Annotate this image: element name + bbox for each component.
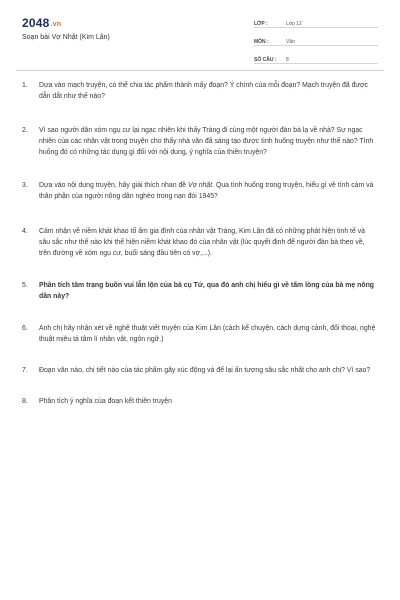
meta-label-count: SỐ CÂU : [254,57,277,63]
question-text-part: Dựa vào nội dung truyện, hãy giải thích nhan đề [39,182,189,189]
meta-label-class: LỚP : [254,21,268,27]
document-header [0,0,400,64]
question-text: Phân tích tâm trạng buồn vui lẫn lộn của bà cụ Tứ, qua đó anh chị hiểu gì về tấm lòng của bà mẹ nông dân này? [39,282,375,300]
question-text: Đoạn văn nào, chi tiết nào của tác phẩm gây xúc động và để lại ấn tượng sâu sắc nhất cho anh chị? Vì sao? [39,367,371,374]
document-title: Soạn bài Vợ Nhặt (Kim Lân) [22,34,110,41]
header-divider [16,70,384,71]
question-number: 4. [22,228,28,235]
question-list [22,80,378,407]
meta-value-class: Lớp 12 [286,21,302,27]
question-number: 8. [22,398,28,405]
question-item [22,226,378,259]
meta-value-subject: Văn [286,39,295,45]
meta-label-subject: MÔN : [254,39,269,45]
question-item [22,365,378,376]
site-logo[interactable] [22,16,61,30]
question-text: Vì sao người dân xóm ngụ cư lại ngạc nhiên khi thấy Tràng đi cùng một người đàn bà lạ về nhà? Sự ngạc nhiên của các nhân vật trong truyện cho thấy nhà văn đã sáng tạo được tình huống truyện như thế nào? Tình huống đó có những tác dụng gì đối với nội dung, ý nghĩa của thiên truyện? [39,127,374,156]
question-item [22,180,378,202]
question-number: 2. [22,127,28,134]
question-title-italic: Vợ nhặt [188,182,213,189]
question-item [22,323,378,345]
question-item [22,80,378,102]
question-item [22,125,378,158]
logo-suffix: .vn [50,21,62,28]
question-number: 3. [22,182,28,189]
meta-row-subject [254,32,378,46]
question-text: Cảm nhận về niềm khát khao tổ ấm gia đình của nhân vật Tràng, Kim Lân đã có những phát hiện tinh tế và sâu sắc như thế nào khi thể hiện niềm khát khao đó của nhân vật (lúc quyết định để người đàn bà theo về, trên đường về xóm ngụ cư, buổi sáng đầu tiên có vợ,...). [39,228,365,257]
meta-box [254,14,378,68]
question-text: Dựa vào mạch truyện, có thể chia tác phẩm thành mấy đoạn? Ý chính của mỗi đoạn? Mạch truyện đã được dẫn dắt như thế nào? [39,82,368,100]
question-item [22,396,378,407]
question-item [22,280,378,302]
meta-row-class [254,14,378,28]
question-text [39,180,378,202]
question-number: 6. [22,325,28,332]
meta-value-count: 8 [286,57,289,63]
logo-number: 2048 [22,16,50,30]
question-number: 7. [22,367,28,374]
meta-row-count [254,50,378,64]
question-number: 1. [22,82,28,89]
question-text-part: . Qua tình huống trong truyện, hiểu gì về tình cảm và thân phận của người nông dân nghèo trong nạn đói 1945? [39,182,374,200]
question-text: Phân tích ý nghĩa của đoạn kết thiên truyện [39,398,172,405]
question-text: Anh chị hãy nhận xét về nghệ thuật viết truyện của Kim Lân (cách kể chuyện, cách dựng cảnh, đối thoại, nghệ thuật miêu tả tâm lí nhân vật, ngôn ngữ.) [39,325,376,343]
question-number: 5. [22,282,28,289]
